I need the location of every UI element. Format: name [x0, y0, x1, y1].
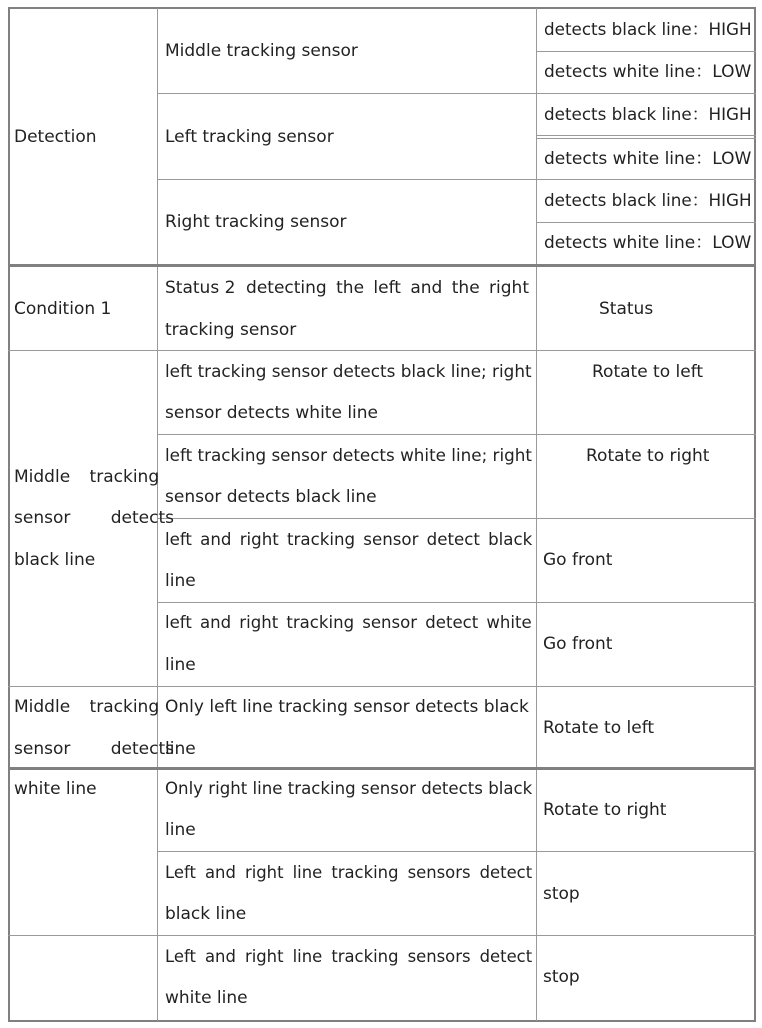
middle-black-label-2: sensor detects: [14, 508, 174, 528]
mw-row2-cond-1: Only right line tracking sensor detects black: [165, 779, 533, 799]
left-sensor-name: Left tracking sensor: [165, 127, 334, 147]
middle-white-label-3: white line: [14, 779, 97, 799]
middle-sensor-black: detects black line：HIGH: [544, 20, 752, 40]
middle-black-label-1: Middle tracking: [14, 467, 160, 487]
middle-black-label-3: black line: [14, 550, 96, 570]
middle-sensor-name: Middle tracking sensor: [165, 41, 358, 61]
mb-row3-cond-2: line: [165, 571, 196, 591]
col-divider-2: [536, 8, 537, 1021]
mw-row4-cond-1: Left and right line tracking sensors detect: [165, 947, 533, 967]
mw-row1-action: Rotate to left: [543, 718, 655, 738]
right-sensor-white: detects white line：LOW: [544, 233, 752, 253]
mb-row1-cond-1: left tracking sensor detects black line; right: [165, 362, 532, 382]
mb-row2-cond-1: left tracking sensor detects white line; right: [165, 446, 532, 466]
status-column-header: Status: [599, 299, 654, 319]
middle-white-label-2: sensor detects: [14, 739, 174, 759]
left-sensor-white: detects white line：LOW: [544, 149, 752, 169]
mw-row1-cond-1: Only left line tracking sensor detects black: [165, 697, 529, 717]
middle-sensor-white: detects white line：LOW: [544, 62, 752, 82]
mb-row4-cond-1: left and right tracking sensor detect white: [165, 613, 532, 633]
status-header-rest: detecting the left and the right: [246, 278, 529, 298]
mw-row3-cond-2: black line: [165, 904, 247, 924]
mw-row1-cond-2: line: [165, 739, 196, 759]
mw-row3-cond-1: Left and right line tracking sensors detect: [165, 863, 533, 883]
mw-row3-action: stop: [543, 884, 580, 904]
right-sensor-name: Right tracking sensor: [165, 212, 347, 232]
mb-row4-action: Go front: [543, 634, 613, 654]
status-number: 2: [224, 278, 236, 298]
mb-row2-action: Rotate to right: [586, 446, 710, 466]
mb-row3-cond-1: left and right tracking sensor detect black: [165, 530, 533, 550]
status-header-line1: [165, 267, 529, 309]
left-sensor-black: detects black line：HIGH: [544, 105, 752, 125]
mb-row1-action: Rotate to left: [592, 362, 704, 382]
mw-row4-cond-2: white line: [165, 988, 248, 1008]
mb-row4-cond-2: line: [165, 655, 196, 675]
detection-label: Detection: [14, 127, 97, 147]
status-header-line2: tracking sensor: [165, 320, 297, 340]
mb-row2-cond-2: sensor detects black line: [165, 487, 377, 507]
mw-row4-action: stop: [543, 967, 580, 987]
condition-header: Condition 1: [14, 299, 112, 319]
middle-white-label-1: Middle tracking: [14, 697, 160, 717]
right-sensor-black: detects black line：HIGH: [544, 191, 752, 211]
mw-row2-cond-2: line: [165, 820, 196, 840]
mb-row3-action: Go front: [543, 550, 613, 570]
status-word: Status: [165, 278, 220, 298]
mw-row2-action: Rotate to right: [543, 800, 667, 820]
mb-row1-cond-2: sensor detects white line: [165, 403, 378, 423]
